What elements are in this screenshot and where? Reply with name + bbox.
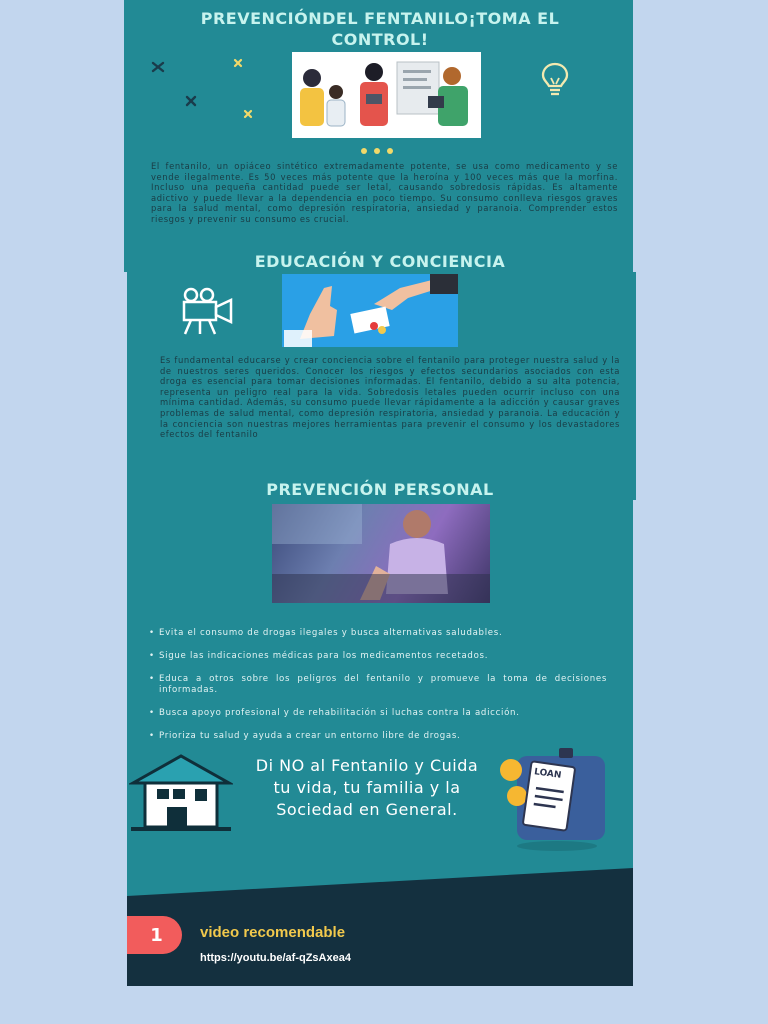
list-item: • Sigue las indicaciones médicas para los medicamentos recetados. — [147, 651, 607, 662]
dots-divider — [359, 147, 399, 155]
list-item: • Evita el consumo de drogas ilegales y busca alternativas saludables. — [147, 628, 607, 639]
video-title: video recomendable — [200, 924, 346, 941]
slogan: Di NO al Fentanilo y Cuida tu vida, tu familia y la Sociedad en General. — [255, 756, 479, 819]
list-item: • Busca apoyo profesional y de rehabilitación si luchas contra la adicción. — [147, 708, 607, 719]
list-item: • Educa a otros sobre los peligros del fentanilo y promueve la toma de decisiones informadas. — [147, 674, 607, 696]
loan-document-icon — [497, 748, 609, 852]
prevention-heading: PREVENCIÓN PERSONAL — [266, 480, 494, 499]
video-link[interactable]: https://youtu.be/af-qZsAxea4 — [200, 952, 351, 964]
list-item: • Prioriza tu salud y ayuda a crear un entorno libre de drogas. — [147, 731, 607, 742]
footer-background — [127, 860, 633, 986]
number-badge: 1 — [127, 916, 182, 954]
education-paragraph: Es fundamental educarse y crear conciencia sobre el fentanilo para proteger nuestra salud y la de nuestros seres queridos. Conocer los riesgos y efectos secundarios asociados con esta droga es esencial para tomar decisiones informadas. El fentanilo, debido a su alta potencia, representa un peligro real para la vida. Sobredosis letales pueden ocurrir incluso con una mínima cantidad. Además, su consumo puede llevar rápidamente a la adicción y causar graves problemas de salud mental, como depresión respiratoria, ansiedad y paranoia. La educación y la conciencia son nuestras mejores herramientas para prevenir el consumo y los devastadores efectos del fentanilo — [160, 355, 620, 440]
education-heading: EDUCACIÓN Y CONCIENCIA — [254, 252, 506, 271]
poster — [127, 0, 633, 986]
house-icon — [129, 753, 233, 833]
loan-label: LOAN — [533, 767, 562, 781]
hands-illustration — [282, 274, 458, 347]
lightbulb-icon — [538, 60, 572, 98]
prevention-list — [147, 628, 607, 742]
person-photo — [272, 504, 490, 603]
projector-icon — [179, 286, 235, 336]
people-illustration — [292, 52, 481, 138]
sparkle-icon — [147, 55, 257, 125]
page-title: PREVENCIÓNDEL FENTANILO¡TOMA EL CONTROL! — [200, 9, 560, 49]
intro-paragraph: El fentanilo, un opiáceo sintético extremadamente potente, se usa como medicamento y se vende ilegalmente. Es 50 veces más potente que la heroína y 100 veces más que la morfina. Incluso una pequeña cantidad puede ser letal, causando sobredosis rápidas. Es altamente adictivo y puede llevar a la dependencia en poco tiempo. Su consumo conlleva riesgos graves para la salud mental, como depresión respiratoria, ansiedad y paranoia. Comprender estos riesgos y prevenir su consumo es crucial. — [151, 161, 618, 224]
